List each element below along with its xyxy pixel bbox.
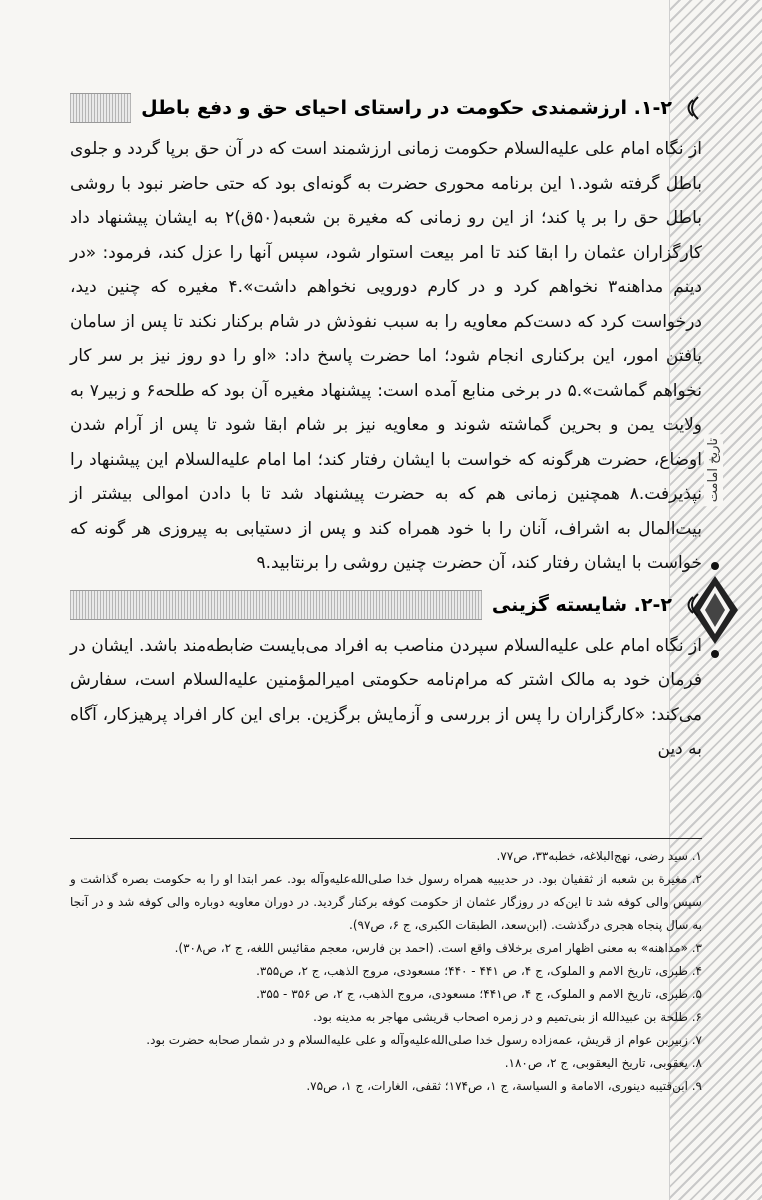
footnote: ۷. زبیربن عوام از قریش، عمه‌زاده رسول خدا صلی‌الله‌علیه‌وآله و علی علیه‌السلام و در شمار صحابه حضرت بود. — [146, 1033, 702, 1047]
footnote: ۱. سید رضی، نهج‌البلاغه، خطبه۳۳، ص۷۷. — [496, 849, 702, 863]
section-heading-1 — [70, 88, 702, 128]
footnote: ۴. طبری، تاریخ الامم و الملوک، ج ۴، ص ۴۴۱ - ۴۴۰؛ مسعودی، مروج الذهب، ج ۲، ص۳۵۵. — [256, 964, 702, 978]
footnote: ۹. ابن‌قتیبه دینوری، الامامة و السیاسة، ج ۱، ص۱۷۴؛ ثقفی، الغارات، ج ۱، ص۷۵. — [306, 1079, 702, 1093]
heading-bar — [70, 93, 131, 123]
heading-ornament-icon — [680, 591, 702, 619]
section-paragraph-2: از نگاه امام علی علیه‌السلام سپردن مناصب به افراد می‌بایست ضابطه‌مند باشد. ایشان در فرمان خود به مالک اشتر که مرام‌نامه حکومتی امیرالمؤمنین علیه‌السلام است، سفارش می‌کند: «کارگزاران را پس از بررسی و آزمایش برگزین. برای این کار افراد پرهیزکار، آگاه به دین — [70, 635, 702, 759]
section-heading-2 — [70, 585, 702, 625]
page-body — [70, 88, 702, 767]
section-title-1: ۱-۲. ارزشمندی حکومت در راستای احیای حق و دفع باطل — [141, 97, 672, 119]
heading-bar — [70, 590, 482, 620]
footnote: ۵. طبری، تاریخ الامم و الملوک، ج ۴، ص۴۴۱؛ مسعودی، مروج الذهب، ج ۲، ص ۳۵۶ - ۳۵۵. — [256, 987, 702, 1001]
section-title-2: ۲-۲. شایسته گزینی — [491, 593, 672, 616]
running-head — [700, 400, 726, 540]
footnotes — [70, 838, 702, 1098]
running-head-text: تاریخ امامت — [704, 434, 723, 506]
footnote: ۳. «مداهنه» به معنی اظهار امری برخلاف واقع است. (احمد بن فارس، معجم مقائیس اللغه، ج ۲، ص۳۰۸). — [174, 941, 702, 955]
footnote: ۶. طلحة بن عبیدالله از بنی‌تمیم و در زمره اصحاب قریشی مهاجر به مدینه بود. — [313, 1010, 702, 1024]
heading-ornament-icon — [680, 94, 702, 122]
section-paragraph-1: از نگاه امام علی علیه‌السلام حکومت زمانی ارزشمند است که در آن حق برپا گردد و جلوی باطل گرفته شود.۱ این برنامه محوری حضرت به گونه‌ای بود که حتی حاضر نبود با روشی باطل حق را بر پا کند؛ از این رو زمانی که مغیرة بن شعبه(۵۰ق)۲ به ایشان پیشنهاد داد کارگزاران عثمان را ابقا کند تا امر بیعت استوار شود، سپس آنها را عزل کند، فرمود: «در دینم مداهنه۳ نخواهم کرد و در کارم دورویی نخواهم داشت».۴ مغیره که چنین دید، درخواست کرد که دست‌کم معاویه را به سبب نفوذش در شام برکنار نکند تا پس از سامان یافتن امور، این برکناری انجام شود؛ اما حضرت پاسخ داد: «او را دو روز نیز بر سر کار نخواهم گماشت».۵ در برخی منابع آمده است: پیشنهاد مغیره آن بود که طلحه۶ و زبیر۷ به ولایت یمن و بحرین گماشته شوند و معاویه نیز بر شام ابقا شود تا پس از آرام شدن اوضاع، حضرت هرگونه که خواست با ایشان رفتار کند؛ اما امام علیه‌السلام این پیشنهاد را نپذیرفت.۸ همچنین زمانی هم که به حضرت پیشنهاد شد تا با دادن اموالی بیشتر از بیت‌المال به اشراف، آنان را با خود همراه کند و پس از دستیابی به پیروزی هر گونه که خواست با ایشان رفتار کند، آن حضرت چنین روشی را برنتابید.۹ — [70, 139, 703, 573]
footnote: ۸. یعقوبی، تاریخ الیعقوبی، ج ۲، ص۱۸۰. — [504, 1056, 702, 1070]
footnote: ۲. مغیرة بن شعبه از ثقفیان بود. در حدیبیه همراه رسول خدا صلی‌الله‌علیه‌وآله بود. عمر ابتدا او را به حکومت بصره گذاشت و سپس والی کوفه شد تا این‌که در روزگار عثمان از حکومت کوفه برکنار گردید. در دوران معاویه دوباره والی کوفه شد و در آنجا به سال پنجاه هجری درگذشت. (ابن‌سعد، الطبقات الکبری، ج ۶، ص۹۷). — [70, 872, 702, 932]
